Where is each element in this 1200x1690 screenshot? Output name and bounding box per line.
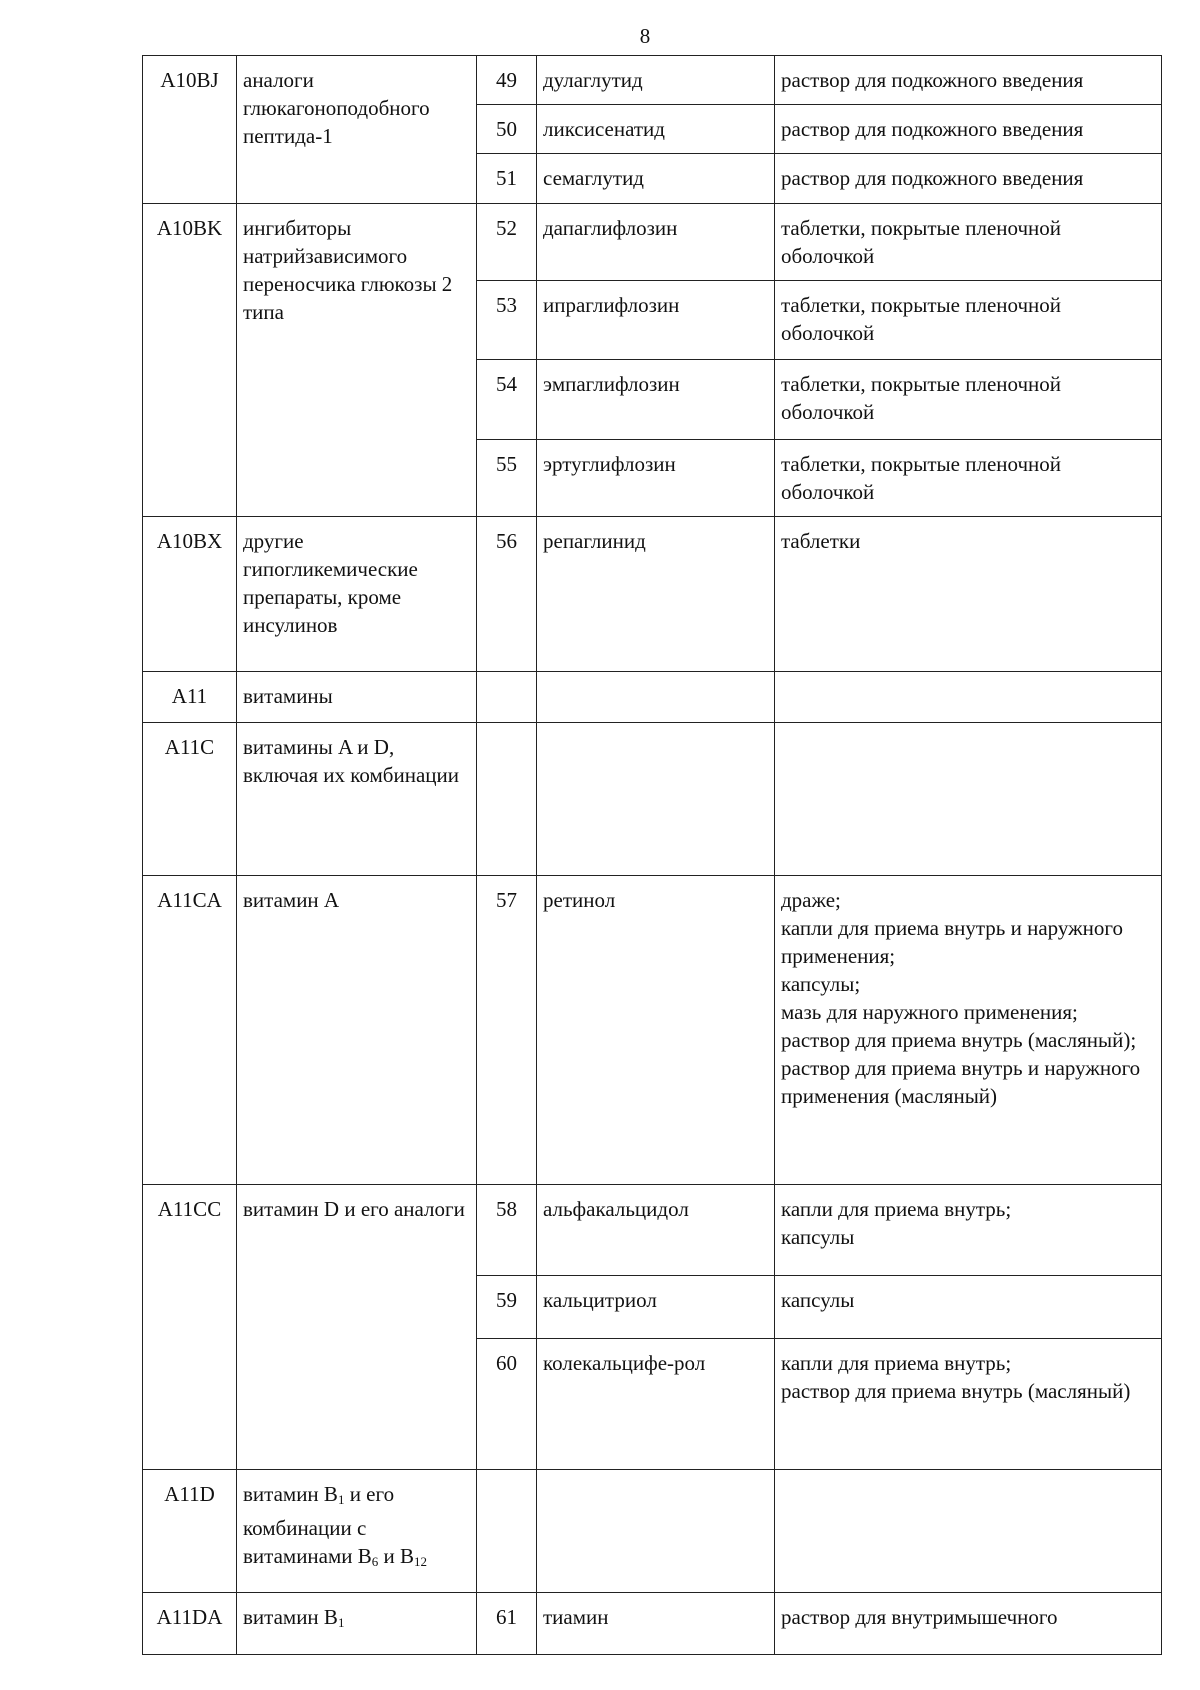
table-row — [143, 723, 1162, 876]
atc-code: A11C — [143, 723, 237, 876]
drug-name: дапаглифлозин — [537, 204, 775, 281]
dosage-forms — [775, 1339, 1162, 1470]
table-row — [143, 1593, 1162, 1655]
drug-number: 53 — [477, 281, 537, 360]
group-name: витамин A — [237, 876, 477, 1185]
drug-table — [142, 55, 1162, 1655]
drug-name: тиамин — [537, 1593, 775, 1655]
drug-number: 58 — [477, 1185, 537, 1276]
atc-code: A11CC — [143, 1185, 237, 1470]
dosage-forms — [775, 1185, 1162, 1276]
dosage-form: таблетки, покрытые пленочной оболочкой — [775, 440, 1162, 517]
drug-name: ипраглифлозин — [537, 281, 775, 360]
empty-cell — [775, 672, 1162, 723]
drug-number: 56 — [477, 517, 537, 672]
dosage-form: раствор для приема внутрь (масляный); — [781, 1028, 1137, 1052]
dosage-form: раствор для подкожного введения — [775, 154, 1162, 204]
dosage-form: раствор для внутримышечного — [775, 1593, 1162, 1655]
empty-cell — [477, 1470, 537, 1593]
drug-number: 59 — [477, 1276, 537, 1339]
dosage-form: капсулы — [781, 1225, 855, 1249]
atc-code: A10BJ — [143, 56, 237, 204]
empty-cell — [775, 1470, 1162, 1593]
drug-number: 61 — [477, 1593, 537, 1655]
dosage-form: таблетки, покрытые пленочной оболочкой — [775, 360, 1162, 440]
group-name: аналоги глюкагоноподобного пептида-1 — [237, 56, 477, 204]
table-row — [143, 517, 1162, 672]
atc-code: A11CA — [143, 876, 237, 1185]
drug-number: 52 — [477, 204, 537, 281]
drug-name: альфакальцидол — [537, 1185, 775, 1276]
atc-code: A11DA — [143, 1593, 237, 1655]
drug-number: 51 — [477, 154, 537, 204]
dosage-form: капли для приема внутрь и наружного применения; — [781, 916, 1123, 968]
drug-name: репаглинид — [537, 517, 775, 672]
table-row — [143, 1470, 1162, 1593]
drug-name: дулаглутид — [537, 56, 775, 105]
drug-number: 57 — [477, 876, 537, 1185]
drug-number: 54 — [477, 360, 537, 440]
drug-number: 60 — [477, 1339, 537, 1470]
dosage-form: мазь для наружного применения; — [781, 1000, 1078, 1024]
dosage-form: таблетки, покрытые пленочной оболочкой — [775, 281, 1162, 360]
dosage-form: раствор для приема внутрь и наружного применения (масляный) — [781, 1056, 1141, 1108]
atc-code: A10BX — [143, 517, 237, 672]
drug-name: ликсисенатид — [537, 105, 775, 154]
atc-code: A11D — [143, 1470, 237, 1593]
empty-cell — [537, 723, 775, 876]
dosage-form: таблетки, покрытые пленочной оболочкой — [775, 204, 1162, 281]
dosage-form: раствор для приема внутрь (масляный) — [781, 1379, 1131, 1403]
atc-code: A11 — [143, 672, 237, 723]
empty-cell — [537, 1470, 775, 1593]
group-name: витамин D и его аналоги — [237, 1185, 477, 1470]
drug-number: 50 — [477, 105, 537, 154]
group-name: витамин $B_1$ — [237, 1593, 477, 1655]
table-row — [143, 56, 1162, 105]
dosage-form: раствор для подкожного введения — [775, 56, 1162, 105]
dosage-form: раствор для подкожного введения — [775, 105, 1162, 154]
dosage-form: капсулы — [775, 1276, 1162, 1339]
group-name: витамины — [237, 672, 477, 723]
dosage-form: драже; — [781, 888, 841, 912]
drug-name: кальцитриол — [537, 1276, 775, 1339]
table-row — [143, 204, 1162, 281]
table-row — [143, 672, 1162, 723]
empty-cell — [775, 723, 1162, 876]
group-name: витамины A и D, включая их комбинации — [237, 723, 477, 876]
drug-name: эртуглифлозин — [537, 440, 775, 517]
drug-name: колекальцифе-рол — [537, 1339, 775, 1470]
group-name: витамин $B_1$ и его комбинации с витаминами $B_6$ и $B_{12}$ — [237, 1470, 477, 1593]
group-name: другие гипогликемические препараты, кроме инсулинов — [237, 517, 477, 672]
drug-number: 55 — [477, 440, 537, 517]
group-name: ингибиторы натрийзависимого переносчика глюкозы 2 типа — [237, 204, 477, 517]
drug-name: семаглутид — [537, 154, 775, 204]
dosage-form: таблетки — [775, 517, 1162, 672]
empty-cell — [477, 723, 537, 876]
page-number: 8 — [639, 24, 651, 48]
drug-name: эмпаглифлозин — [537, 360, 775, 440]
dosage-form: капли для приема внутрь; — [781, 1197, 1012, 1221]
drug-number: 49 — [477, 56, 537, 105]
empty-cell — [477, 672, 537, 723]
table-row — [143, 1185, 1162, 1276]
dosage-form: капли для приема внутрь; — [781, 1351, 1012, 1375]
table-row — [143, 876, 1162, 1185]
empty-cell — [537, 672, 775, 723]
drug-name: ретинол — [537, 876, 775, 1185]
atc-code: A10BK — [143, 204, 237, 517]
dosage-forms — [775, 876, 1162, 1185]
dosage-form: капсулы; — [781, 972, 861, 996]
